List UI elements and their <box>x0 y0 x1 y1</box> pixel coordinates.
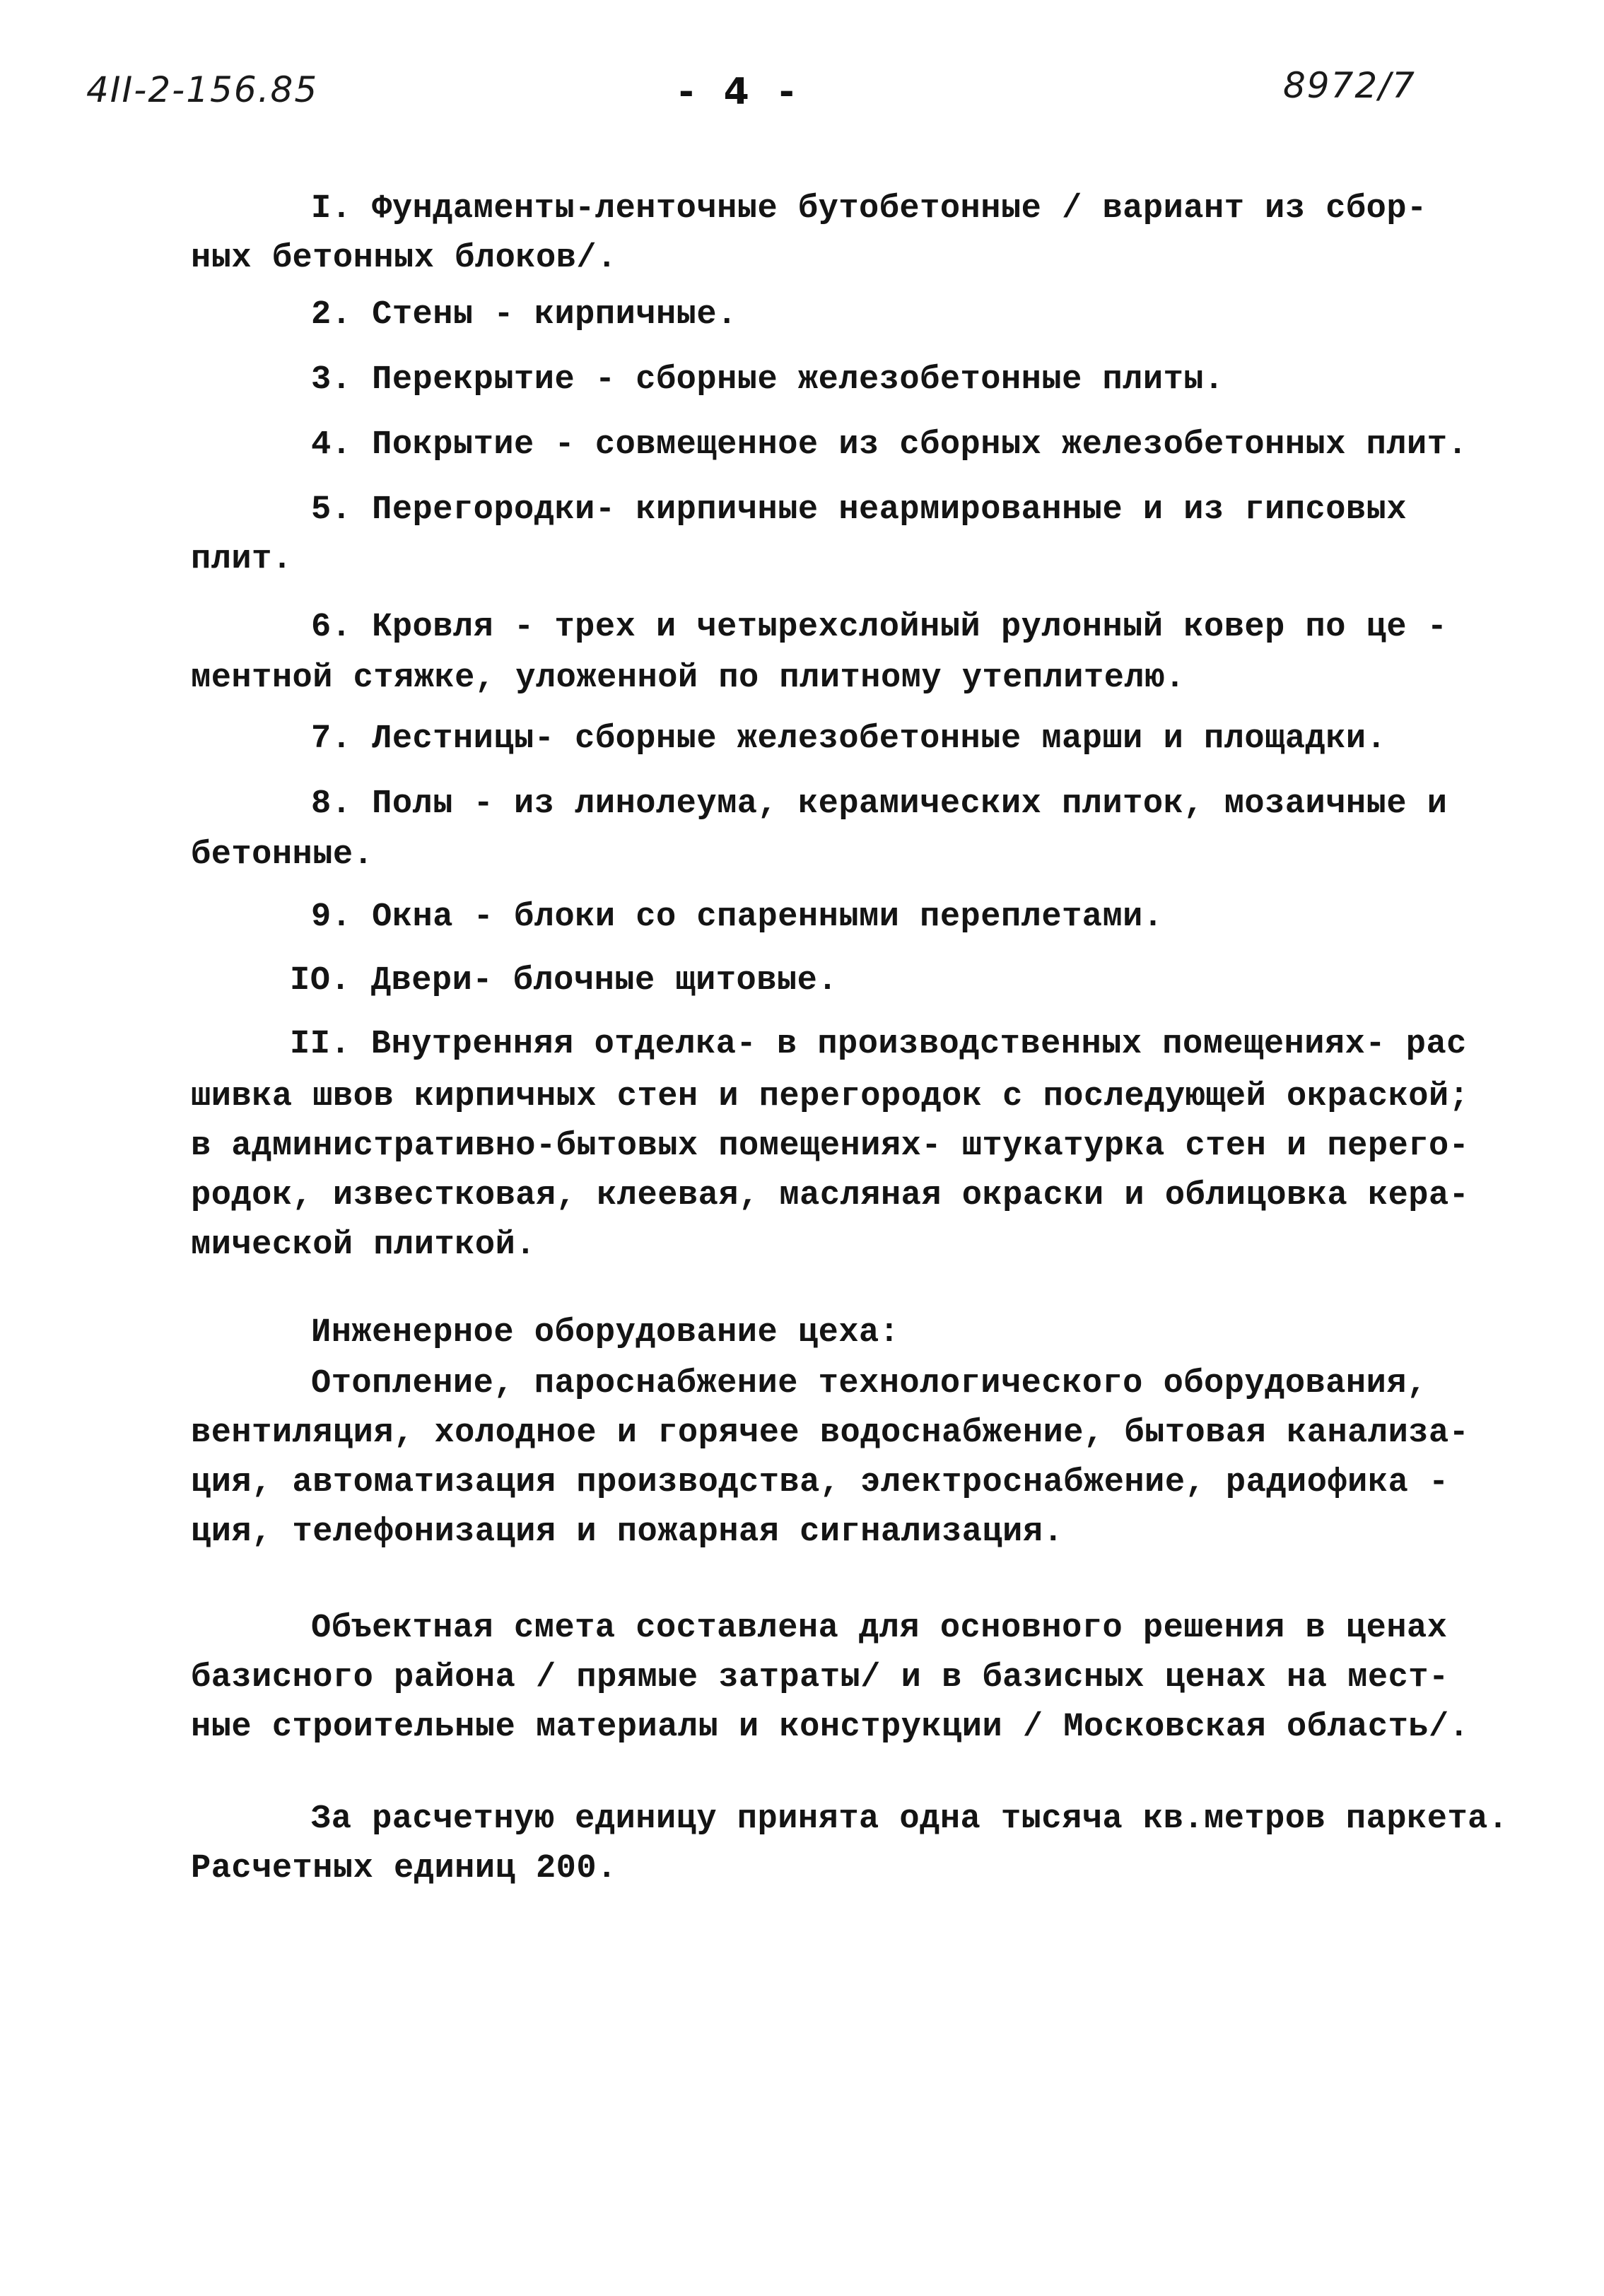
text-line: 2. Стены - кирпичные. <box>311 296 737 334</box>
sheet-code: 8972/7 <box>1283 65 1416 106</box>
text-line: 8. Полы - из линолеума, керамических плиток, мозаичные и <box>311 785 1448 823</box>
text-line: Расчетных единиц 200. <box>191 1850 617 1887</box>
text-line: плит. <box>191 541 293 578</box>
text-line: 5. Перегородки- кирпичные неармированные и из гипсовых <box>311 491 1407 529</box>
section-heading: Инженерное оборудование цеха: <box>311 1314 900 1352</box>
page-number: - 4 - <box>679 71 803 113</box>
text-line: бетонные. <box>191 836 374 874</box>
text-line: 4. Покрытие - совмещенное из сборных железобетонных плит. <box>311 426 1468 464</box>
text-line: За расчетную единицу принята одна тысяча кв.метров паркета. <box>311 1800 1509 1838</box>
text-line: вентиляция, холодное и горячее водоснабжение, бытовая канализа- <box>191 1414 1470 1452</box>
text-line: 3. Перекрытие - сборные железобетонные плиты. <box>311 361 1224 399</box>
text-line: ция, автоматизация производства, электроснабжение, радиофика - <box>191 1464 1449 1501</box>
text-line: в административно-бытовых помещениях- штукатурка стен и перего- <box>191 1128 1470 1165</box>
text-line: 9. Окна - блоки со спаренными переплетами. <box>311 898 1164 936</box>
text-line: 7. Лестницы- сборные железобетонные марши и площадки. <box>311 720 1387 758</box>
text-line: IO. Двери- блочные щитовые. <box>290 962 838 1000</box>
text-line: ных бетонных блоков/. <box>191 240 617 277</box>
text-line: ция, телефонизация и пожарная сигнализация. <box>191 1513 1064 1551</box>
text-line: базисного района / прямые затраты/ и в базисных ценах на мест- <box>191 1659 1449 1697</box>
text-line: Отопление, пароснабжение технологического оборудования, <box>311 1365 1427 1402</box>
text-line: I. Фундаменты-ленточные бутобетонные / вариант из сбор- <box>311 190 1427 228</box>
text-line: ментной стяжке, уложенной по плитному утеплителю. <box>191 660 1186 697</box>
text-line: мической плиткой. <box>191 1226 536 1264</box>
text-line: ные строительные материалы и конструкции / Московская область/. <box>191 1709 1470 1746</box>
document-code: 4II-2-156.85 <box>86 69 319 110</box>
text-line: родок, известковая, клеевая, масляная окраски и облицовка кера- <box>191 1177 1470 1214</box>
text-line: шивка швов кирпичных стен и перегородок с последующей окраской; <box>191 1078 1470 1115</box>
text-line: II. Внутренняя отделка- в производственных помещениях- рас <box>290 1026 1467 1063</box>
text-line: Объектная смета составлена для основного решения в ценах <box>311 1610 1448 1647</box>
text-line: 6. Кровля - трех и четырехслойный рулонный ковер по це - <box>311 609 1448 646</box>
